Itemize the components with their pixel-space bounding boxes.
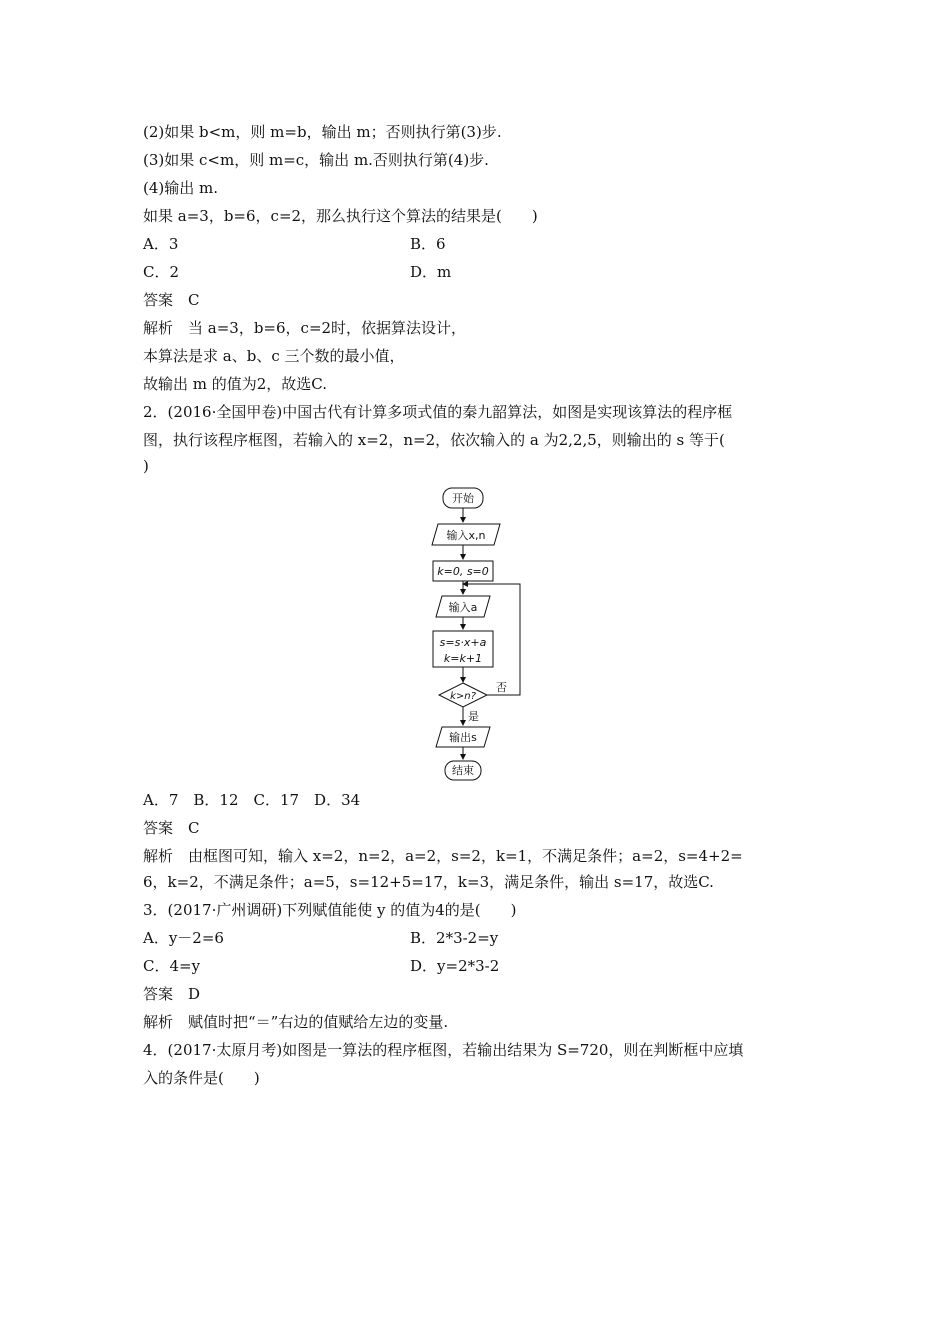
q3-option-b: B．2*3-2=y bbox=[410, 929, 499, 947]
question-2a: 2．(2016·全国甲卷)中国古代有计算多项式值的秦九韶算法，如图是实现该算法的程序框 bbox=[143, 403, 733, 421]
question-2c: ) bbox=[143, 457, 149, 475]
answer-3: 答案 D bbox=[143, 985, 201, 1003]
q2-options: A．7 B．12 C．17 D．34 bbox=[143, 791, 361, 809]
q1-option-a: A．3 bbox=[143, 235, 179, 253]
flowchart-start-label: 开始 bbox=[452, 492, 474, 505]
line-3: (4)输出 m. bbox=[143, 179, 219, 197]
flowchart bbox=[420, 482, 530, 782]
flowchart-calc2-label: k=k+1 bbox=[443, 652, 483, 665]
q3-option-d: D．y=2*3-2 bbox=[410, 957, 500, 975]
flowchart-calc1-label: s=s·x+a bbox=[439, 636, 487, 649]
flowchart-input-a-label: 输入a bbox=[448, 601, 478, 614]
flowchart-end-label: 结束 bbox=[452, 764, 474, 777]
flowchart-no-label: 否 bbox=[496, 681, 507, 694]
analysis-3: 解析 赋值时把“＝”右边的值赋给左边的变量. bbox=[143, 1013, 449, 1031]
question-4a: 4．(2017·太原月考)如图是一算法的程序框图，若输出结果为 S=720，则在判断框中应填 bbox=[143, 1041, 744, 1059]
q1-option-b: B．6 bbox=[410, 235, 446, 253]
line-2: (3)如果 c<m，则 m=c，输出 m.否则执行第(4)步. bbox=[143, 151, 489, 169]
flowchart-condition-label: k>n? bbox=[450, 691, 476, 702]
analysis-1a: 解析 当 a=3，b=6，c=2时，依据算法设计， bbox=[143, 319, 467, 337]
q3-option-a: A．y－2=6 bbox=[143, 929, 224, 947]
analysis-1b: 本算法是求 a、b、c 三个数的最小值， bbox=[143, 347, 405, 365]
flowchart-yes-label: 是 bbox=[468, 710, 479, 723]
line-4: 如果 a=3，b=6，c=2，那么执行这个算法的结果是( ) bbox=[143, 207, 538, 225]
flowchart-output-label: 输出s bbox=[449, 731, 477, 744]
analysis-2b: 6，k=2，不满足条件；a=5，s=12+5=17，k=3，满足条件，输出 s=17，故选C. bbox=[143, 873, 714, 891]
question-2b: 图，执行该程序框图，若输入的 x=2，n=2，依次输入的 a 为2,2,5，则输出的 s 等于( bbox=[143, 431, 725, 449]
answer-2: 答案 C bbox=[143, 819, 200, 837]
q1-option-c: C．2 bbox=[143, 263, 180, 281]
question-3: 3．(2017·广州调研)下列赋值能使 y 的值为4的是( ) bbox=[143, 901, 517, 919]
answer-1: 答案 C bbox=[143, 291, 200, 309]
q3-option-c: C．4=y bbox=[143, 957, 201, 975]
question-4b: 入的条件是( ) bbox=[143, 1069, 260, 1087]
analysis-2a: 解析 由框图可知，输入 x=2，n=2，a=2，s=2，k=1，不满足条件；a=2，s=4+2= bbox=[143, 847, 743, 865]
flowchart-input-label: 输入x,n bbox=[446, 529, 486, 542]
flowchart-init-label: k=0, s=0 bbox=[437, 565, 489, 578]
line-1: (2)如果 b<m，则 m=b，输出 m；否则执行第(3)步. bbox=[143, 123, 502, 141]
q1-option-d: D．m bbox=[410, 263, 452, 281]
analysis-1c: 故输出 m 的值为2，故选C. bbox=[143, 375, 328, 393]
